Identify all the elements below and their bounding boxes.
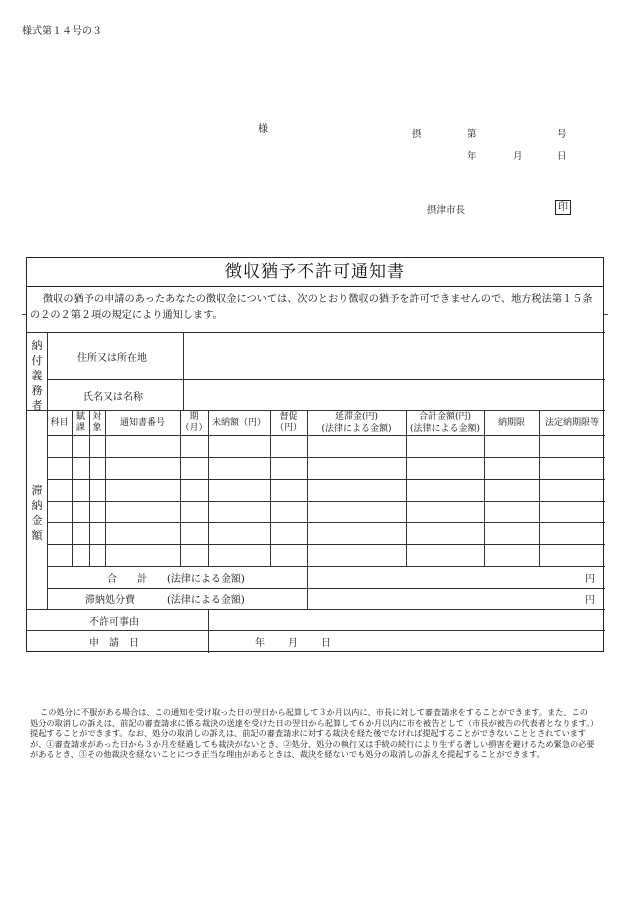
document-title: 徴収猶予不許可通知書	[27, 258, 603, 287]
col-head-subject: 科目	[50, 418, 69, 428]
rule-section-label-col	[47, 332, 48, 610]
addressee-suffix: 様	[258, 124, 268, 135]
col-head-total-note: (法律による金額)	[409, 424, 481, 434]
rule-disposal-bottom	[27, 609, 605, 610]
col-head-delay-charge: 延滞金(円)	[334, 412, 379, 422]
rule-row-6	[47, 566, 605, 567]
col-head-legal-due-date: 法定納期限等	[544, 418, 599, 428]
form-id: 様式第１４号の３	[22, 26, 102, 37]
rule-reason-bottom	[27, 630, 605, 631]
col-head-delay-charge-note: (法律による金額)	[321, 424, 392, 434]
rule-taxpayer-bottom	[27, 410, 605, 411]
doc-number-prefix: 摂	[412, 129, 422, 140]
rule-col-5	[208, 410, 209, 566]
application-day: 日	[321, 638, 331, 649]
rule-row-2	[47, 479, 605, 480]
total-unit: 円	[585, 574, 595, 585]
intro-text	[30, 292, 602, 324]
appeal-notice	[30, 707, 596, 760]
intro-body: 徴収の猶予の申請のあったあなたの徴収金については、次のとおり徴収の猶予を許可できませんので、地方税法第１５条の２の２第２項の規定により通知します。	[30, 294, 593, 321]
application-date-label: 申 請 日	[89, 638, 139, 649]
date-month: 月	[513, 151, 523, 162]
rule-row-4	[47, 522, 605, 523]
doc-number-go: 号	[557, 129, 567, 140]
application-month: 月	[288, 638, 298, 649]
col-head-unpaid: 未納額（円）	[211, 418, 266, 428]
application-year: 年	[255, 638, 265, 649]
rule-col-10	[539, 410, 540, 566]
col-head-levy: 賦課	[75, 412, 85, 433]
total-label: 合 計	[107, 574, 147, 585]
rule-row-1	[47, 457, 605, 458]
rule-total-bottom	[47, 588, 605, 589]
rule-intro-bottom	[27, 332, 605, 333]
name-label: 氏名又は名称	[83, 392, 143, 403]
appeal-notice-text: この処分に不服がある場合は、この通知を受け取った日の翌日から起算して３か月以内に、市長に対して審査請求をすることができます。また、この処分の取消しの訴えは、前記の審査請求に係る裁決の送達を受けた日の翌日から起算して６か月以内に市を被告として（市長が被告の代表者となります。）提起することができます。なお、処分の取消しの訴えは、前記の審査請求に対する裁決を経た後でなければ提起することができないこととされていますが、①審査請求があった日から３か月を経過しても裁決がないとき、②処分、処分の執行又は手続の続行により生ずる著しい損害を避けるため緊急の必要があるとき、③その他裁決を経ないことにつき正当な理由があるときは、裁決を経ないでも処分の取消しの訴えを提起することができます。	[30, 707, 595, 759]
rule-row-5	[47, 544, 605, 545]
rule-taxpayer-value-col	[183, 332, 184, 410]
col-head-total: 合計金額(円)	[418, 412, 472, 422]
col-head-target: 対象	[92, 412, 102, 433]
taxpayer-section-label: 納付義務者	[31, 339, 43, 412]
date-year: 年	[467, 151, 477, 162]
col-head-period: 期（月）	[180, 412, 208, 433]
col-head-notice-number: 通知書番号	[119, 418, 165, 428]
issuer-name: 摂津市長	[427, 205, 466, 216]
notice-form	[26, 257, 604, 652]
rule-col-3	[105, 410, 106, 566]
address-label: 住所又は所在地	[77, 353, 147, 364]
col-head-due-date: 納期限	[497, 418, 525, 428]
total-note: (法律による金額)	[167, 574, 245, 585]
disposal-label: 滞納処分費	[85, 595, 135, 606]
rule-bottom-label-col	[208, 609, 209, 653]
col-head-reminder: 督促（円）	[274, 412, 302, 433]
date-day: 日	[557, 151, 567, 162]
rule-row-3	[47, 501, 605, 502]
rule-col-9	[484, 410, 485, 566]
arrears-section-label: 滞納金額	[31, 484, 43, 542]
disposal-unit: 円	[585, 595, 595, 606]
reason-label: 不許可事由	[89, 617, 139, 628]
doc-number-dai: 第	[467, 129, 477, 140]
rule-colhead-bottom	[47, 435, 605, 436]
rule-col-7	[307, 410, 308, 609]
disposal-note: (法律による金額)	[167, 595, 245, 606]
rule-address-bottom	[47, 379, 605, 380]
seal-mark: 印	[555, 200, 571, 215]
